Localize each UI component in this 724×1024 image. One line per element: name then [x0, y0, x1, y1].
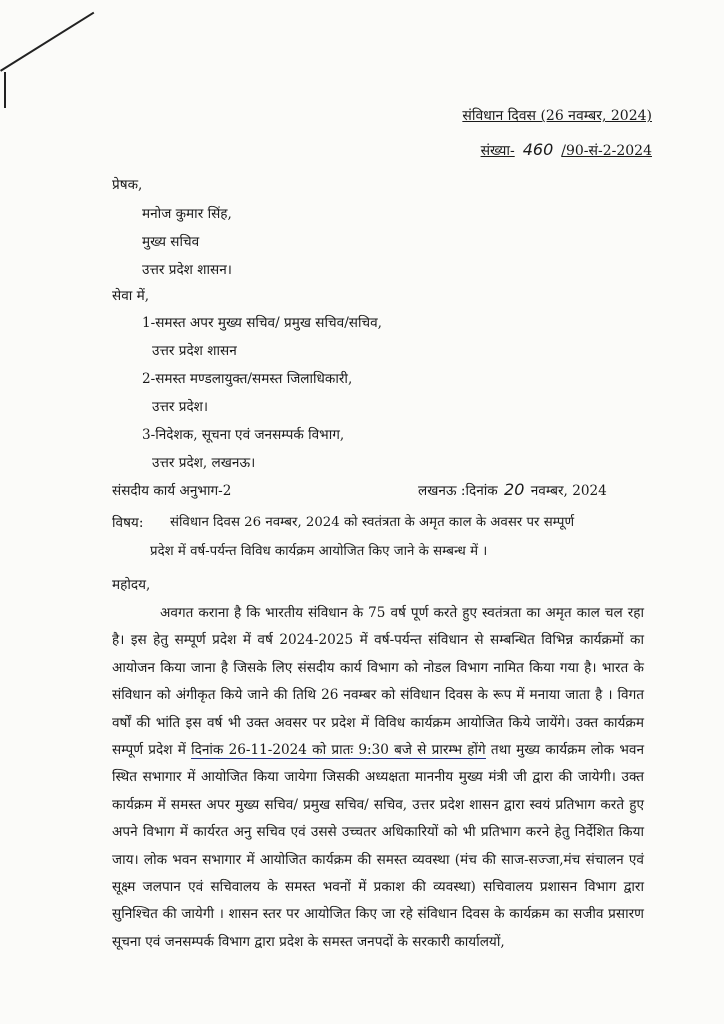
body-underlined-date: दिनांक 26-11-2024 को प्रातः 9:30 बजे से प्रारम्भ होंगे [191, 742, 486, 759]
corner-fold-stub [4, 72, 6, 108]
sender-label: प्रेषक, [112, 177, 143, 193]
date-line [418, 480, 607, 499]
salutation: महोदय, [112, 577, 151, 593]
recipient-line: 1-समस्त अपर मुख्य सचिव/ प्रमुख सचिव/सचिव, [142, 315, 382, 331]
subject-line-1: संविधान दिवस 26 नवम्बर, 2024 को स्वतंत्रता के अमृत काल के अवसर पर सम्पूर्ण [170, 515, 575, 530]
recipient-line: 2-समस्त मण्डलायुक्त/समस्त जिलाधिकारी, [142, 371, 353, 387]
subject-line-2: प्रदेश में वर्ष-पर्यन्त विविध कार्यक्रम आयोजित किए जाने के सम्बन्ध में । [150, 544, 488, 559]
handwritten-reference-number: 460 [522, 140, 554, 159]
sender-designation: मुख्य सचिव [142, 234, 200, 250]
section-name: संसदीय कार्य अनुभाग-2 [112, 483, 232, 499]
sender-office: उत्तर प्रदेश शासन। [142, 262, 232, 278]
recipients-label: सेवा में, [112, 288, 150, 304]
reference-suffix: /90-सं-2-2024 [561, 143, 652, 159]
sender-name: मनोज कुमार सिंह, [142, 206, 232, 222]
recipient-line: 3-निदेशक, सूचना एवं जनसम्पर्क विभाग, [142, 427, 345, 443]
date-prefix: लखनऊ :दिनांक [418, 483, 498, 499]
handwritten-date-day: 20 [504, 480, 525, 499]
subject-label: विषय: [112, 515, 144, 531]
reference-prefix: संख्या- [480, 143, 515, 159]
reference-number [481, 140, 652, 160]
body-paragraph [112, 600, 644, 956]
body-text-part-1: अवगत कराना है कि भारतीय संविधान के 75 वर्ष पूर्ण करते हुए स्वतंत्रता का अमृत काल चल रहा है। इस हेतु सम्पूर्ण प्रदेश में वर्ष 2024-2025 में वर्ष-पर्यन्त संविधान से सम्बन्धित विभिन्न कार्यक्रमों का आयोजन किया जाना है जिसके लिए संसदीय कार्य विभाग को नोडल विभाग नामित किया गया है। भारत के संविधान को अंगीकृत किये जाने की तिथि 26 नवम्बर को संविधान दिवस के रूप में मनाया जाता है । विगत वर्षों की भांति इस वर्ष भी उक्त अवसर पर प्रदेश में विविध कार्यक्रम आयोजित किये जायेंगे। उक्त कार्यक्रम सम्पूर्ण प्रदेश में [112, 605, 644, 759]
date-suffix: नवम्बर, 2024 [530, 483, 607, 499]
recipient-line: उत्तर प्रदेश, लखनऊ। [152, 455, 256, 471]
constitution-day-heading: संविधान दिवस (26 नवम्बर, 2024) [462, 108, 652, 124]
recipient-line: उत्तर प्रदेश शासन [152, 343, 237, 359]
body-text-part-2: तथा मुख्य कार्यक्रम लोक भवन स्थित सभागार में आयोजित किया जायेगा जिसकी अध्यक्षता माननीय मुख्य मंत्री जी द्वारा की जायेगी। उक्त कार्यक्रम में समस्त अपर मुख्य सचिव/ प्रमुख सचिव/ सचिव, उत्तर प्रदेश शासन द्वारा स्वयं प्रतिभाग करते हुए अपने विभाग में कार्यरत अनु सचिव एवं उससे उच्चतर अधिकारियों को भी प्रतिभाग करने हेतु निर्देशित किया जाय। लोक भवन सभागार में आयोजित कार्यक्रम की समस्त व्यवस्था (मंच की साज-सज्जा,मंच संचालन एवं सूक्ष्म जलपान एवं सचिवालय के समस्त भवनों में प्रकाश की व्यवस्था) सचिवालय प्रशासन विभाग द्वारा सुनिश्चित की जायेगी । शासन स्तर पर आयोजित किए जा रहे संविधान दिवस के कार्यक्रम का सजीव प्रसारण सूचना एवं जनसम्पर्क विभाग द्वारा प्रदेश के समस्त जनपदों के सरकारी कार्यालयों, [112, 742, 644, 950]
corner-fold-mark [0, 12, 94, 72]
recipient-line: उत्तर प्रदेश। [152, 399, 209, 415]
